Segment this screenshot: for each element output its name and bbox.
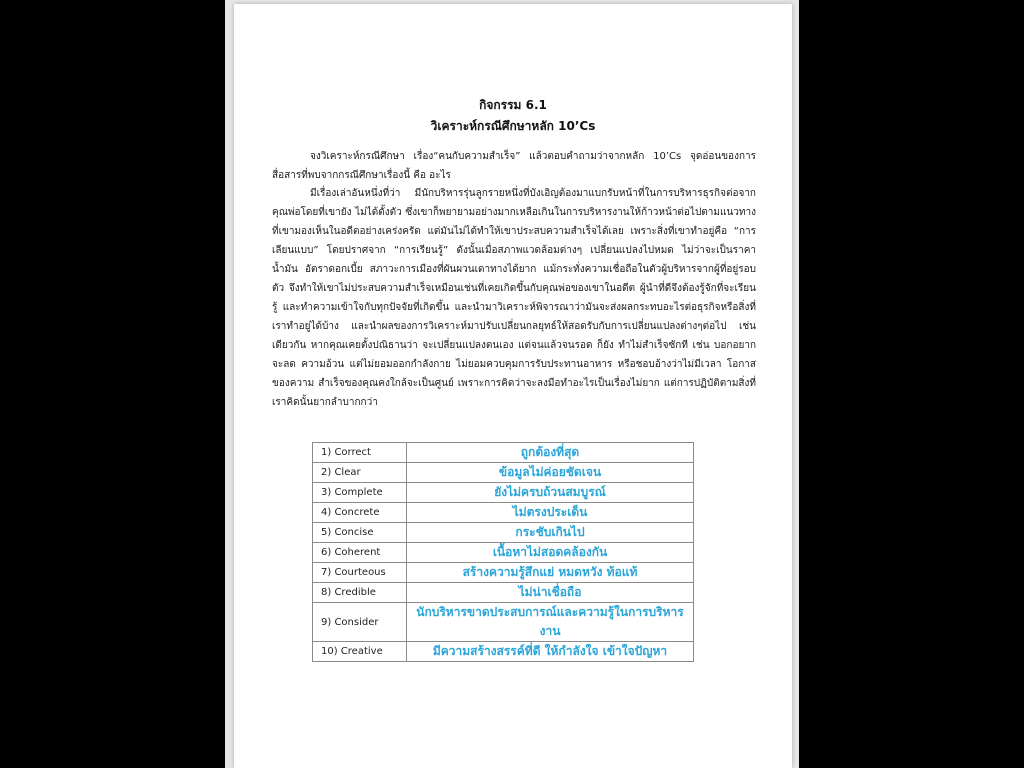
c-label: 6) Coherent xyxy=(313,543,407,563)
table-row xyxy=(313,503,694,523)
c-answer: กระชับเกินไป xyxy=(407,523,694,543)
c-label: 3) Complete xyxy=(313,483,407,503)
c-label: 8) Credible xyxy=(313,583,407,603)
c-answer: ยังไม่ครบถ้วนสมบูรณ์ xyxy=(407,483,694,503)
c-label: 10) Creative xyxy=(313,642,407,662)
c-label: 1) Correct xyxy=(313,443,407,463)
table-row xyxy=(313,543,694,563)
table-row xyxy=(313,583,694,603)
table-row xyxy=(313,443,694,463)
c-answer: นักบริหารขาดประสบการณ์และความรู้ในการบริหารงาน xyxy=(407,603,694,642)
table-row xyxy=(313,463,694,483)
activity-heading: กิจกรรม 6.1 xyxy=(479,98,547,112)
story-text: มีเรื่องเล่าอันหนึ่งที่ว่า มีนักบริหารรุ่นลูกรายหนึ่งที่บังเอิญต้องมาแบกรับหน้าที่ในการบริหารธุรกิจต่อจากคุณพ่อโดยที่เขายัง ไม่ได้ตั้งตัว ซึ่งเขาก็พยายามอย่างมากเหลือเกินในการบริหารงานให้ก้าวหน้าต่อไปตามแนวทางที่เขามองเห็นในอดีตอย่างเคร่งครัด แต่มันไม่ได้ทำให้เขาประสบความสำเร็จได้เลย เพราะสิ่งที่เขาทำอยู่คือ “การเลียนแบบ” โดยปราศจาก “การเรียนรู้” ดังนั้นเมื่อสภาพแวดล้อมต่างๆ เปลี่ยนแปลงไปหมด ไม่ว่าจะเป็นราคาน้ำมัน อัตราดอกเบี้ย สภาวะการเมืองที่ผันผวนเดาทางได้ยาก แม้กระทั่งความเชื่อถือในตัวผู้บริหารจากผู้ที่อยู่รอบตัว จึงทำให้เขาไม่ประสบความสำเร็จเหมือนเช่นที่เคยเกิดขึ้นกับคุณพ่อของเขาในอดีต ผู้นำที่ดีจึงต้องรู้จักที่จะเรียนรู้ และทำความเข้าใจกับทุกปัจจัยที่เกิดขึ้น และนำมาวิเคราะห์พิจารณาว่ามันจะส่งผลกระทบอะไรต่อธุรกิจหรือสิ่งที่เราทำอยู่ได้บ้าง และนำผลของการวิเคราะห์มาปรับเปลี่ยนกลยุทธ์ให้สอดรับกับการเปลี่ยนแปลงต่างๆต่อไป เช่นเดียวกัน หากคุณเคยตั้งปณิธานว่า จะเปลี่ยนแปลงตนเอง แต่จนแล้วจนรอด ก็ยัง ทำไม่สำเร็จซักที เช่น บอกอยากจะลด ความอ้วน แต่ไม่ยอมออกกำลังกาย ไม่ยอมควบคุมการรับประทานอาหาร หรือชอบอ้างว่าไม่มีเวลา โอกาสของความ สำเร็จของคุณคงใกล้จะเป็นศูนย์ เพราะการคิดว่าจะลงมือทำอะไรเป็นเรื่องไม่ยาก แต่การปฏิบัติตามสิ่งที่เราคิดนั้นยากลำบากกว่า xyxy=(272,188,756,408)
table-row xyxy=(313,642,694,662)
c-answer: ข้อมูลไม่ค่อยชัดเจน xyxy=(407,463,694,483)
document-page xyxy=(234,4,792,768)
table-row xyxy=(313,523,694,543)
ten-cs-table xyxy=(312,442,694,662)
c-answer: เนื้อหาไม่สอดคล้องกัน xyxy=(407,543,694,563)
c-answer: สร้างความรู้สึกแย่ หมดหวัง ท้อแท้ xyxy=(407,563,694,583)
c-label: 4) Concrete xyxy=(313,503,407,523)
table-row xyxy=(313,603,694,642)
c-label: 2) Clear xyxy=(313,463,407,483)
table-row xyxy=(313,483,694,503)
c-answer: ถูกต้องที่สุด xyxy=(407,443,694,463)
instruction-paragraph xyxy=(272,147,756,185)
c-answer: ไม่น่าเชื่อถือ xyxy=(407,583,694,603)
c-answer: มีความสร้างสรรค์ที่ดี ให้กำลังใจ เข้าใจปัญหา xyxy=(407,642,694,662)
table-row xyxy=(313,563,694,583)
c-label: 7) Courteous xyxy=(313,563,407,583)
activity-subheading: วิเคราะห์กรณีศึกษาหลัก 10’Cs xyxy=(430,119,596,133)
c-label: 9) Consider xyxy=(313,603,407,642)
c-answer: ไม่ตรงประเด็น xyxy=(407,503,694,523)
c-label: 5) Concise xyxy=(313,523,407,543)
story-paragraph xyxy=(272,184,756,412)
instruction-text: จงวิเคราะห์กรณีศึกษา เรื่อง“คนกับความสำเร็จ” แล้วตอบคำถามว่าจากหลัก 10’Cs จุดอ่อนของการสื่อสารที่พบจากกรณีศึกษาเรื่องนี้ คือ อะไร xyxy=(272,151,756,181)
